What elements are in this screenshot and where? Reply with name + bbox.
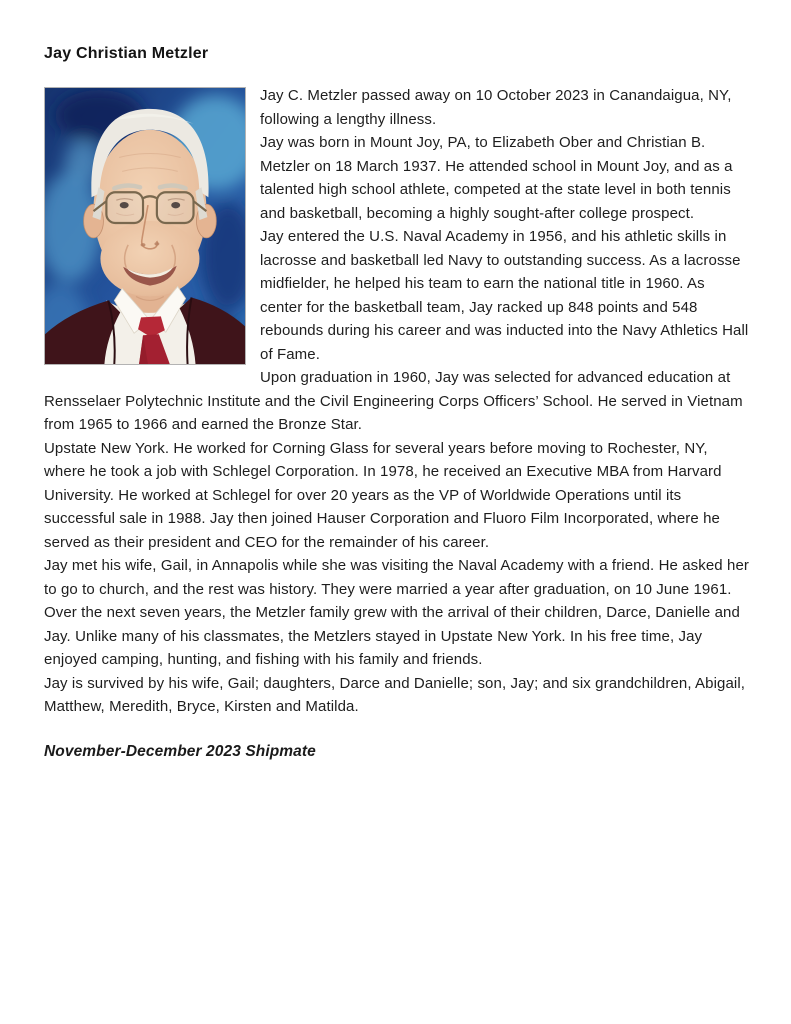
obituary-paragraph: Upon graduation in 1960, Jay was selected for advanced education at Rensselaer Polytechnic Institute and the Civil Engineering Corps Officers’ School. He served in Vietnam from 1965 to 1966 and earned the Bronze Star. xyxy=(44,369,743,433)
obituary-paragraph: Upstate New York. He worked for Corning Glass for several years before moving to Rochester, NY, where he took a job with Schlegel Corporation. In 1978, he received an Executive MBA from Harvard University. He worked at Schlegel for over 20 years as the VP of Worldwide Operations until its successful sale in 1988. Jay then joined Hauser Corporation and Fluoro Film Incorporated, where he served as their president and CEO for the remainder of his career. xyxy=(44,439,722,551)
obituary-paragraph: Jay entered the U.S. Naval Academy in 1956, and his athletic skills in lacrosse and basketball led Navy to outstanding success. As a lacrosse midfielder, he helped his team to earn the national title in 1960. As center for the basketball team, Jay racked up 848 points and 548 rebounds during his career and was inducted into the Navy Athletics Hall of Fame. xyxy=(260,228,749,363)
obituary-paragraph: Jay C. Metzler passed away on 10 October 2023 in Canandaigua, NY, following a lengthy illness. xyxy=(260,87,732,128)
publication-credit: November-December 2023 Shipmate xyxy=(44,742,316,760)
portrait-photo-image xyxy=(45,88,245,364)
obituary-paragraph: Jay met his wife, Gail, in Annapolis while she was visiting the Naval Academy with a friend. He asked her to go to church, and the rest was history. They were married a year after graduation, on 10 June 1961. Over the next seven years, the Metzler family grew with the arrival of their children, Darce, Danielle and Jay. Unlike many of his classmates, the Metzlers stayed in Upstate New York. In his free time, Jay enjoyed camping, hunting, and fishing with his family and friends. xyxy=(44,557,749,668)
obituary-paragraph: Jay was born in Mount Joy, PA, to Elizabeth Ober and Christian B. Metzler on 18 March 1937. He attended school in Mount Joy, and as a talented high school athlete, competed at the state level in both tennis and basketball, becoming a highly sought-after college prospect. xyxy=(260,134,733,222)
obituary-body xyxy=(44,84,749,719)
page-title: Jay Christian Metzler xyxy=(44,45,209,62)
obituary-paragraph: Jay is survived by his wife, Gail; daughters, Darce and Danielle; son, Jay; and six grandchildren, Abigail, Matthew, Meredith, Bryce, Kirsten and Matilda. xyxy=(44,674,746,715)
portrait-photo xyxy=(44,87,246,365)
